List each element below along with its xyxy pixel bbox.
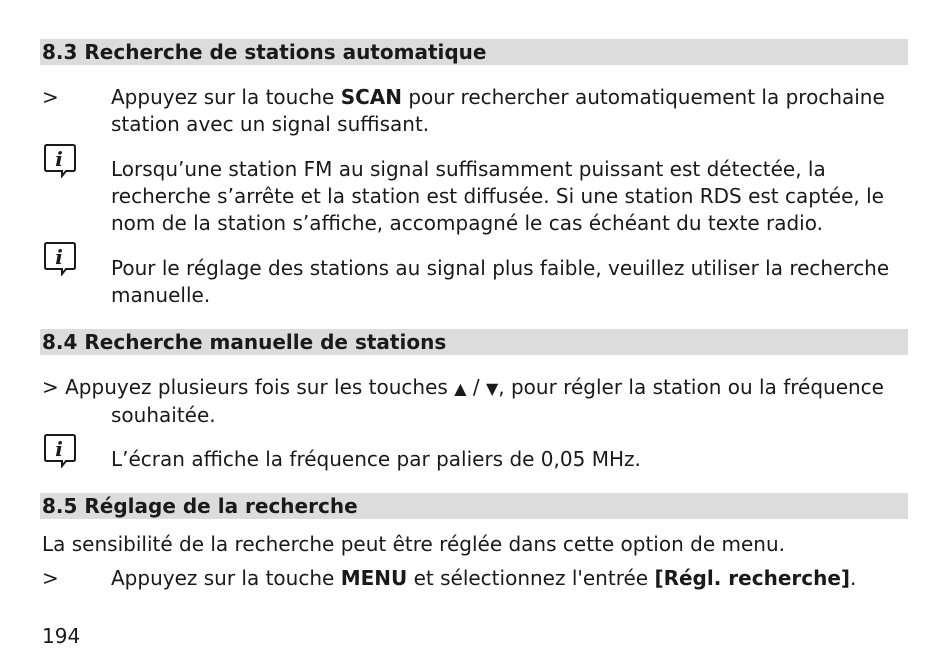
info-icon [42,432,78,468]
step-text [111,84,901,138]
step-text-pre: Appuyez sur la touche [111,85,341,109]
step-text-mid: et sélectionnez l'entrée [407,566,655,590]
step-text-pre: Appuyez plusieurs fois sur les touches [58,375,455,399]
key-label-scan: SCAN [340,85,402,109]
intro-text: La sensibilité de la recherche peut être réglée dans cette option de menu. [42,532,785,556]
step-text [111,565,901,592]
section-title-8-5: 8.5 Réglage de la recherche [42,494,358,518]
bullet-marker: > [42,566,59,590]
step-text-post: . [850,566,857,590]
step-text-post: pour rechercher automatiquement la prochaine station avec un signal suffisant. [111,85,885,136]
page-number: 194 [42,624,81,648]
info-text: Lorsqu’une station FM au signal suffisamment puissant est détectée, la recherche s’arrête et la station est diffusée. Si une station RDS est captée, le nom de la station s’affiche, accompagné le cas échéant du texte radio. [111,157,884,235]
info-text: L’écran affiche la fréquence par paliers de 0,05 MHz. [111,447,641,471]
arrow-up-icon: ▲ [454,379,467,398]
bullet-marker: > [42,85,59,109]
section-title-8-3: 8.3 Recherche de stations automatique [42,40,487,64]
key-label-menu: MENU [340,566,408,590]
slash-separator: / [466,375,486,399]
svg-text:i: i [55,147,63,171]
menu-entry-label: [Régl. recherche] [654,566,851,590]
info-icon [42,240,78,276]
bullet-marker: > [42,375,59,399]
step-text [42,374,902,429]
info-text: Pour le réglage des stations au signal plus faible, veuillez utiliser la recherche manuelle. [111,256,890,307]
step-text-post: , pour régler la station ou la fréquence souhaitée. [111,375,884,427]
step-text-pre: Appuyez sur la touche [111,566,341,590]
info-icon [42,142,78,178]
svg-text:i: i [55,437,63,461]
section-title-8-4: 8.4 Recherche manuelle de stations [42,330,447,354]
svg-text:i: i [55,245,63,269]
arrow-down-icon: ▼ [485,379,499,398]
